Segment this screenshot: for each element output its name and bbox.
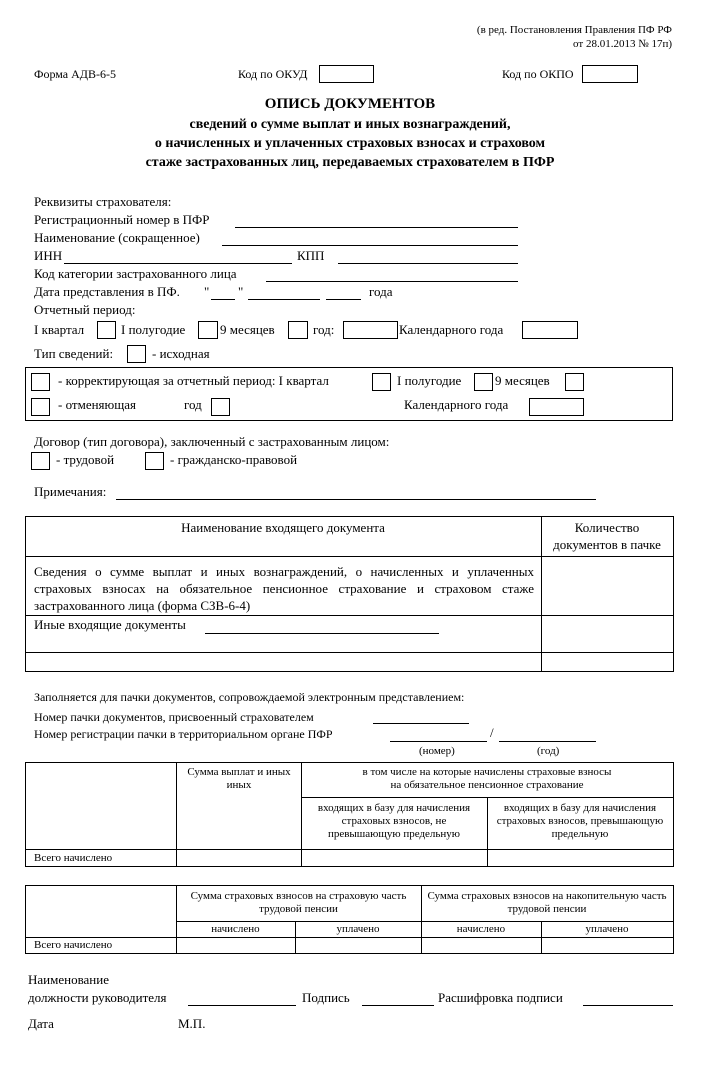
insurer-heading: Реквизиты страхователя: (34, 194, 172, 209)
footer-position-field[interactable] (188, 1005, 296, 1006)
contract-heading: Договор (тип договора), заключенный с застрахованным лицом: (34, 434, 390, 449)
contract-civil-label: - гражданско-правовой (170, 452, 298, 467)
document-title: ОПИСЬ ДОКУМЕНТОВ (264, 96, 436, 112)
batch-number-hint: (номер) (419, 745, 455, 757)
doc-row-other-field[interactable] (205, 633, 439, 634)
footer-decoding-label: Расшифровка подписи (438, 990, 563, 1005)
period-h1-checkbox[interactable] (198, 321, 218, 339)
footer-position-label-line1: Наименование (28, 972, 109, 987)
payments-col-sum: Сумма выплат и иных (187, 766, 291, 778)
corrective-9m-label: 9 месяцев (495, 373, 550, 388)
batch-number-field[interactable] (373, 723, 469, 724)
payments-col-incl-line2: на обязательное пенсионное страхование (390, 779, 584, 791)
okpo-field[interactable] (582, 65, 638, 83)
reg-number-field[interactable] (235, 227, 518, 228)
period-calendar-year-field[interactable] (522, 321, 578, 339)
kpp-field[interactable] (338, 263, 518, 264)
document-subtitle-line3: стаже застрахованных лиц, передаваемых страхователем в ПФР (145, 155, 555, 170)
form-name: Форма АДВ-6-5 (34, 67, 116, 81)
document-subtitle-line1: сведений о сумме выплат и иных вознаграждений, (189, 117, 511, 132)
category-label: Код категории застрахованного лица (34, 266, 237, 281)
batch-reg-number-field[interactable] (390, 741, 487, 742)
org-name-field[interactable] (222, 245, 518, 246)
date-year-label: года (369, 284, 393, 299)
date-label: Дата представления в ПФ. (34, 284, 180, 299)
corrective-h1-checkbox[interactable] (474, 373, 493, 391)
date-day-field[interactable] (211, 299, 235, 300)
cancel-checkbox[interactable] (31, 398, 50, 416)
batch-reg-label: Номер регистрации пачки в территориальном органе ПФР (34, 727, 333, 741)
electronic-note: Заполняется для пачки документов, сопровождаемой электронным представлением: (34, 690, 465, 704)
cancel-label: - отменяющая (58, 397, 136, 412)
info-type-initial-label: - исходная (152, 346, 210, 361)
info-type-initial-checkbox[interactable] (127, 345, 146, 363)
notes-field[interactable] (116, 499, 596, 500)
corrective-9m-checkbox[interactable] (565, 373, 584, 391)
corrective-q1-checkbox[interactable] (372, 373, 391, 391)
contributions-col-funded: Сумма страховых взносов на накопительную часть трудовой пенсии (427, 890, 667, 915)
doc-row-other: Иные входящие документы (34, 617, 186, 632)
cancel-calendar-year-label: Календарного года (404, 397, 509, 412)
kpp-label: КПП (297, 248, 325, 263)
period-year-label: год: (313, 322, 335, 337)
payments-col-incl-line1: в том числе на которые начислены страховые взносы (362, 766, 612, 778)
contract-labor-label: - трудовой (56, 452, 115, 467)
contributions-funded-accrued: начислено (456, 923, 506, 935)
payments-sub-below-limit: входящих в базу для начисления страховых взносов, не превышающую предельную (317, 802, 471, 840)
contract-civil-checkbox[interactable] (145, 452, 164, 470)
date-month-field[interactable] (248, 299, 320, 300)
form-page: (в ред. Постановления Правления ПФ РФ от 28.01.2013 № 17п) Форма АДВ-6-5 Код по ОКУД Код по ОКПО ОПИСЬ ДОКУМЕНТОВ сведений о сумме выплат и иных вознаграждений, о начисленных и уплаченных страховых взносах и страховом стаже застрахованных лиц, передаваемых страхователем в ПФР Реквизиты страхователя: Регистрационный номер в ПФР Наименование (сокращенное) ИНН КПП Код категории застрахованного лица Дата представления в ПФ. " " года Отчетный период: I квартал I полугодие 9 месяцев год: Календарного года Тип сведений: - исходная - корректирующая за отчетный период: I квартал I полугодие 9 месяцев - отменяющая год Календарного года Договор (тип договора), заключенный с застрахованным лицом: - трудовой - гражданско-правовой Примечания: Наименование входящего документа Количество документов в пачке Сведения о сумме выплат и иных вознаграждений, о начисленных и уплаченных страховых взносах на обязательное пенсионное страхование и страховом стаже застрахованного лица (форма СЗВ-6-4) Иные входящие документы Заполняется для пачки документов, сопровождаемой электронным представлением: Номер пачки документов, присвоенный страхователем Номер регистрации пачки в территориальном органе ПФР / (номер) (год) Сумма выплат и иных иных в том числе на которые начислены страховые взносы на обязательное пенсионное страхование входящих в базу для начисления страховых взносов, не превышающую предельную входящих в базу для начисления страховых взносов, превышающую предельную Всего начислено Сумма страховых взносов на страховую часть трудовой пенсии Сумма страховых взносов на накопительную часть трудовой пенсии начислено уплачено начислено уплачено Всего начислено Наименование должности руководителя Подпись Расшифровка подписи Дата М.П. (0, 0, 720, 1078)
notes-label: Примечания: (34, 484, 107, 499)
contributions-funded-paid: уплачено (585, 923, 629, 935)
info-type-label: Тип сведений: (34, 346, 114, 361)
footer-signature-field[interactable] (362, 1005, 434, 1006)
doc-col-count-header-line1: Количество (574, 520, 640, 535)
period-h1-label: I полугодие (121, 322, 186, 337)
footer-date-label: Дата (28, 1016, 54, 1031)
category-field[interactable] (266, 281, 518, 282)
reg-number-label: Регистрационный номер в ПФР (34, 212, 210, 227)
contributions-labor-accrued: начислено (211, 923, 260, 935)
period-calendar-year-label: Календарного года (399, 322, 504, 337)
cancel-year-checkbox[interactable] (211, 398, 230, 416)
inn-field[interactable] (64, 263, 292, 264)
footer-decoding-field[interactable] (583, 1005, 673, 1006)
period-q1-label: I квартал (34, 322, 85, 337)
payments-total-label: Всего начислено (34, 852, 113, 864)
okpo-label: Код по ОКПО (502, 67, 574, 81)
cancel-calendar-year-field[interactable] (529, 398, 584, 416)
doc-col-name-header: Наименование входящего документа (181, 520, 385, 535)
footer-position-label-line2: должности руководителя (28, 990, 167, 1005)
contributions-labor-paid: уплачено (336, 923, 380, 935)
contributions-total-label: Всего начислено (34, 939, 113, 951)
footer-stamp-label: М.П. (178, 1016, 206, 1031)
doc-col-count-header-line2: документов в пачке (553, 537, 661, 552)
corrective-checkbox[interactable] (31, 373, 50, 391)
corrective-label: - корректирующая за отчетный период: I квартал (58, 373, 329, 388)
corrective-h1-label: I полугодие (397, 373, 462, 388)
batch-number-label: Номер пачки документов, присвоенный страхователем (34, 710, 314, 724)
edition-note-line1: (в ред. Постановления Правления ПФ РФ (476, 24, 672, 36)
period-9m-label: 9 месяцев (220, 322, 275, 337)
doc-row-szv: Сведения о сумме выплат и иных вознаграждений, о начисленных и уплаченных страховых взносах на обязательное пенсионное страхование и страховом стаже застрахованного лица (форма СЗВ-6-4) (34, 564, 534, 613)
cancel-year-label: год (184, 397, 202, 412)
footer-signature-label: Подпись (302, 990, 350, 1005)
date-year-field[interactable] (326, 299, 361, 300)
batch-year-hint: (год) (537, 745, 560, 757)
inn-label: ИНН (34, 248, 63, 263)
contributions-col-labor: Сумма страховых взносов на страховую часть трудовой пенсии (190, 890, 407, 915)
batch-reg-year-field[interactable] (499, 741, 596, 742)
okud-label: Код по ОКУД (238, 67, 308, 81)
period-year-field[interactable] (343, 321, 398, 339)
document-subtitle-line2: о начисленных и уплаченных страховых взносах и страховом (154, 136, 546, 151)
okud-field[interactable] (319, 65, 374, 83)
period-q1-checkbox[interactable] (97, 321, 116, 339)
period-heading: Отчетный период: (34, 302, 136, 317)
period-9m-checkbox[interactable] (288, 321, 308, 339)
payments-sub-above-limit: входящих в базу для начисления страховых взносов, превышающую предельную (496, 802, 664, 840)
edition-note-line2: от 28.01.2013 № 17п) (573, 38, 672, 50)
org-name-label: Наименование (сокращенное) (34, 230, 200, 245)
contract-labor-checkbox[interactable] (31, 452, 50, 470)
